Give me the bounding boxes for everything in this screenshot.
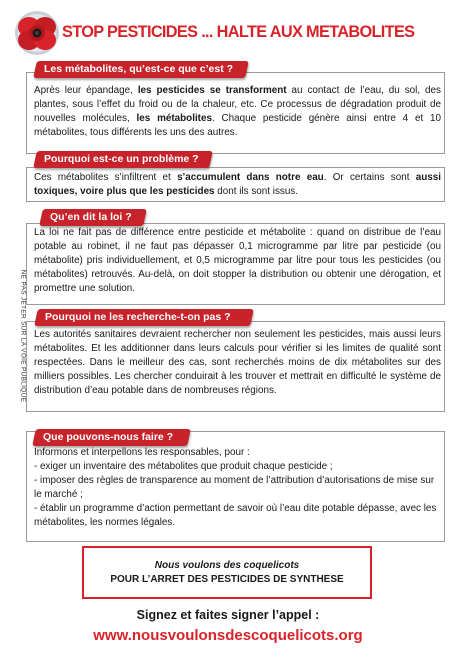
section-why-problem	[26, 167, 445, 202]
list-item: - exiger un inventaire des métabolites que produit chaque pesticide ;	[34, 461, 333, 473]
page-title: STOP PESTICIDES ... HALTE AUX METABOLITES	[62, 22, 415, 41]
poppy-flower-icon	[14, 10, 60, 56]
section-why-not-searched	[26, 321, 445, 412]
side-note: NE PAS JETER SUR LA VOIE PUBLIQUE	[19, 269, 27, 403]
section-text: Après leur épandage, les pesticides se transforment au contact de l’eau, du sol, des plantes, sous l’effet du froid ou de la chaleur, etc. Ce processus de dégradation produit de nouvelles molécules, les métabolites. Chaque pesticide génère ainsi entre 4 et 10 métabolites, tous différents les uns des autres.	[34, 85, 441, 139]
slogan-line: Nous voulons des coquelicots	[154, 560, 300, 571]
section-heading: Pourquoi ne les recherche-t-on pas ?	[34, 309, 254, 326]
section-law	[26, 223, 445, 305]
section-heading: Que pouvons-nous faire ?	[32, 429, 191, 446]
list-item: - imposer des règles de transparence au moment de l’attribution d’autorisations de mise sur le marché ;	[34, 475, 435, 501]
section-heading: Qu’en dit la loi ?	[39, 209, 147, 226]
section-what-are-metabolites	[26, 72, 445, 154]
section-heading: Les métabolites, qu’est-ce que c’est ?	[33, 61, 249, 78]
section-text: Les autorités sanitaires devraient rechercher non seulement les pesticides, mais aussi leurs métabolites. Et les additionner dans leurs calculs pour vérifier si les limites de qualité sont respectées. Dans le meilleur des cas, sont recherchés moins de dix métabolites sur des milliers possibles. Les chercher conduirait à les trouver et mettrait en difficulté le système de distribution d’eau potable dans de nombreuses régions.	[34, 329, 441, 397]
section-what-can-we-do	[26, 431, 445, 542]
call-to-action: Signez et faites signer l’appel :	[136, 608, 320, 622]
section-text: La loi ne fait pas de différence entre pesticide et métabolite : quand on distribue de l’eau potable au robinet, il ne faut pas dépasser 0,1 microgramme par litre par pesticide (ou métabolite) pris individuellement, et 0,5 microgramme par litre pour tous les pesticides (ou métabolites) retrouvés. Au-delà, on doit stopper la distribution ou obtenir une dérogation, et promettre une solution.	[34, 227, 441, 295]
list-intro: Informons et interpellons les responsables, pour :	[34, 447, 250, 458]
slogan-box	[82, 546, 372, 599]
section-heading: Pourquoi est-ce un problème ?	[33, 151, 213, 168]
list-item: - établir un programme d’action permettant de savoir où l’eau dite potable dépasse, avec les métabolites, les normes légales.	[34, 503, 437, 529]
slogan-line: POUR L’ARRET DES PESTICIDES DE SYNTHESE	[110, 574, 344, 585]
website-link[interactable]: www.nousvoulonsdescoquelicots.org	[93, 627, 363, 644]
section-text: Ces métabolites s’infiltrent et s’accumulent dans notre eau. Or certains sont aussi toxiques, voire plus que les pesticides dont ils sont issus.	[34, 172, 441, 198]
section-text	[27, 432, 444, 531]
